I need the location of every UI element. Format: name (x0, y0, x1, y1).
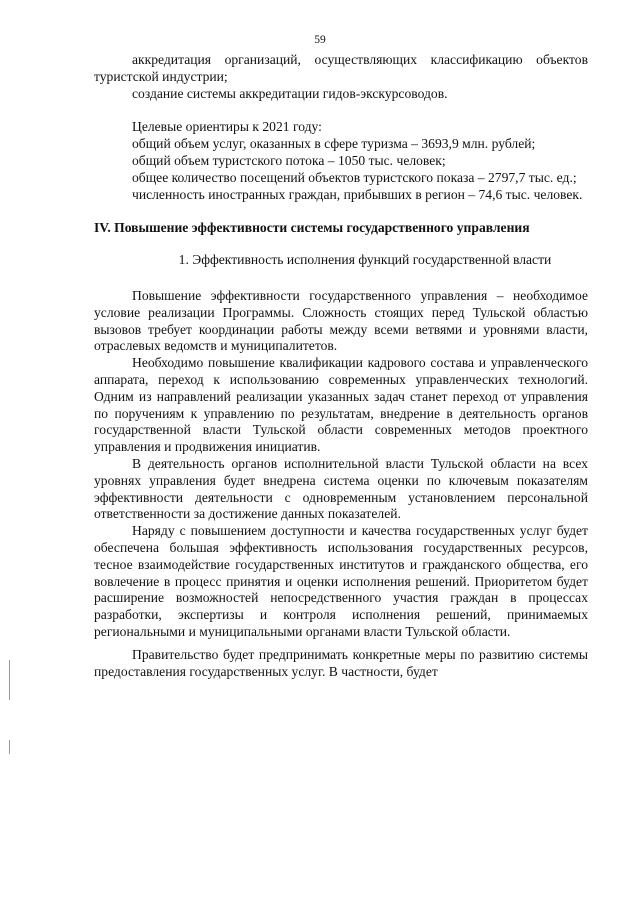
scan-margin-mark (9, 660, 10, 700)
target-item: общее количество посещений объектов туристского показа – 2797,7 тыс. ед.; (132, 169, 577, 185)
paragraph: Наряду с повышением доступности и качества государственных услуг будет обеспечена большая эффективность использования государственных ресурсов, тесное взаимодействие государственных институтов и гражданского общества, его вовлечение в процесс принятия и оценки исполнения решений. Приоритетом будет расширение возможностей непосредственного участия граждан в процессах разработки, экспертизы и контроля исполнения решений, принимаемых региональными и муниципальными органами власти Тульской области. (94, 523, 588, 639)
target-item: общий объем туристского потока – 1050 тыс. человек; (132, 152, 446, 168)
paragraph: создание системы аккредитации гидов-экскурсоводов. (132, 85, 448, 101)
paragraph: Повышение эффективности государственного управления – необходимое условие реализации Программы. Сложность стоящих перед Тульской областью вызовов требует координации работы между всеми ветвями и уровнями власти, отраслевых ведомств и муниципалитетов. (94, 287, 588, 354)
page-number: 59 (314, 34, 326, 46)
target-item: общий объем услуг, оказанных в сфере туризма – 3693,9 млн. рублей; (132, 136, 536, 152)
paragraph: В деятельность органов исполнительной власти Тульской области на всех уровнях управления будет внедрена система оценки по ключевым показателям эффективности деятельности с одновременным установлением персональной ответственности за достижение данных показателей. (94, 455, 588, 522)
target-item: численность иностранных граждан, прибывших в регион – 74,6 тыс. человек. (132, 186, 583, 202)
scan-margin-mark (9, 740, 10, 754)
paragraph: аккредитация организаций, осуществляющих классификацию объектов туристской индустрии; (94, 52, 588, 84)
paragraph: Правительство будет предпринимать конкретные меры по развитию системы предоставления государственных услуг. В частности, будет (94, 646, 588, 679)
page-body (94, 52, 588, 680)
targets-title: Целевые ориентиры к 2021 году: (132, 119, 322, 135)
section-subheading: 1. Эффективность исполнения функций государственной власти (178, 252, 552, 268)
paragraph: Необходимо повышение квалификации кадрового состава и управленческого аппарата, переход к использованию современных управленческих технологий. Одним из направлений реализации указанных задач станет переход от управления по поручениям к управлению по результатам, внедрение в деятельность органов государственной власти Тульской области современных методов проектного управления и продвижения инициатив. (94, 355, 588, 455)
section-heading: IV. Повышение эффективности системы государственного управления (94, 220, 530, 236)
